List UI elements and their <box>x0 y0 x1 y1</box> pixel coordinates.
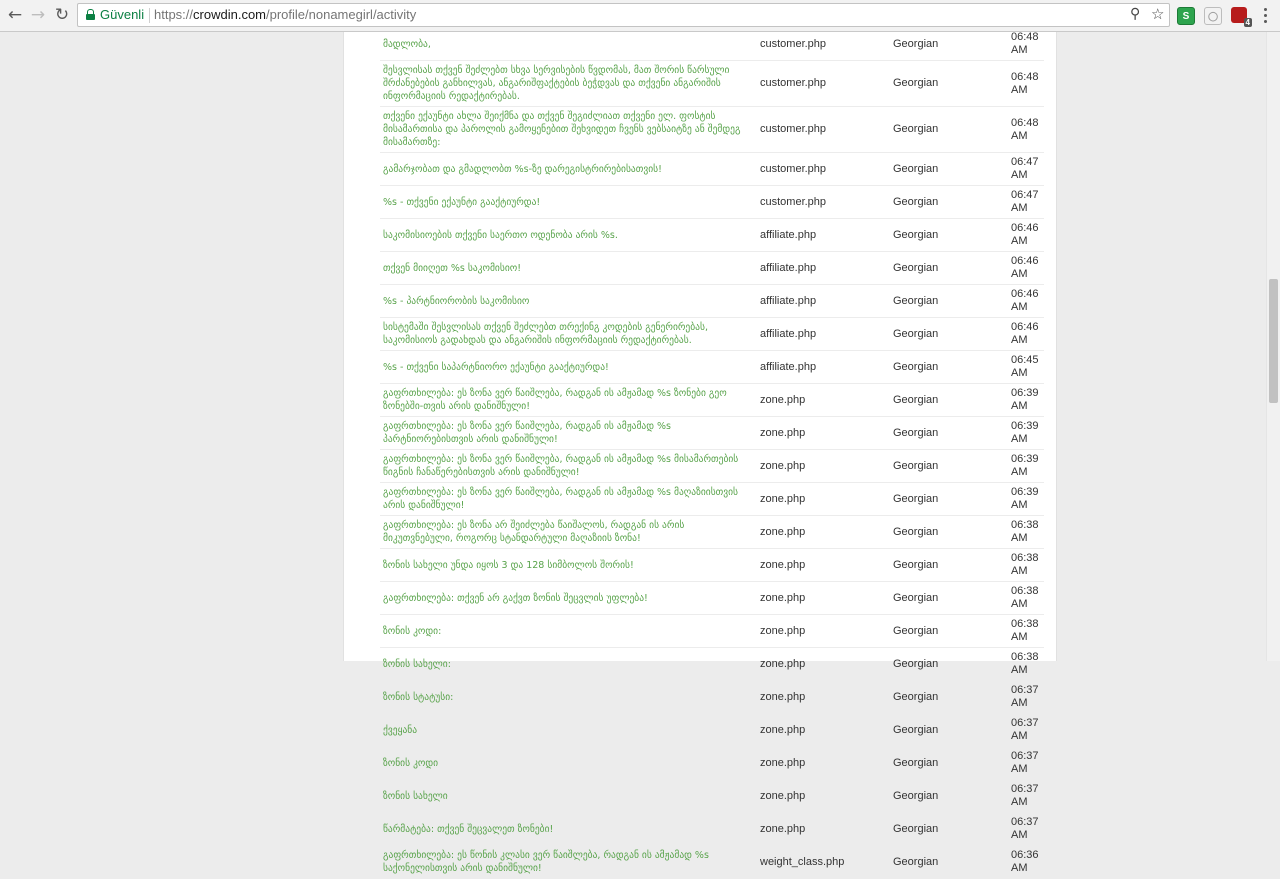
file-name: zone.php <box>760 516 893 549</box>
activity-row <box>380 846 1044 879</box>
activity-row <box>380 483 1044 516</box>
activity-text-link[interactable]: გაფრთხილება: ეს წონის კლასი ვერ წაიშლება, რადგან ის ამჟამად %s საქონელისთვის არის დანიშნული! <box>380 846 760 879</box>
language: Georgian <box>893 714 1011 747</box>
activity-text-link[interactable]: ქვეყანა <box>380 714 760 747</box>
language: Georgian <box>893 516 1011 549</box>
timestamp: 06:38 AM <box>1011 549 1044 582</box>
shield-extension-icon[interactable]: ◯ <box>1204 7 1222 25</box>
secure-label: Güvenli <box>100 7 145 22</box>
language: Georgian <box>893 219 1011 252</box>
activity-text-link[interactable]: სისტემაში შესვლისას თქვენ შეძლებთ თრექინგ კოდების გენერირებას, საკომისიოს გადახდას და ანგარიშის ინფორმაციის რედაქტირებას. <box>380 318 760 351</box>
url-host: crowdin.com <box>193 7 266 22</box>
activity-row <box>380 285 1044 318</box>
language: Georgian <box>893 417 1011 450</box>
language: Georgian <box>893 107 1011 153</box>
activity-text-link[interactable]: გაფრთხილება: თქვენ არ გაქვთ ზონის შეცვლის უფლება! <box>380 582 760 615</box>
language: Georgian <box>893 846 1011 879</box>
language: Georgian <box>893 351 1011 384</box>
activity-text-link[interactable]: გაფრთხილება: ეს ზონა არ შეიძლება წაიშალოს, რადგან ის არის მიკუთვნებული, როგორც სტანდარტული მაღაზიის ზონა! <box>380 516 760 549</box>
page-scrollbar[interactable] <box>1266 32 1280 661</box>
file-name: zone.php <box>760 450 893 483</box>
activity-row <box>380 186 1044 219</box>
file-name: weight_class.php <box>760 846 893 879</box>
language: Georgian <box>893 813 1011 846</box>
address-bar[interactable] <box>77 3 1170 27</box>
timestamp: 06:39 AM <box>1011 384 1044 417</box>
activity-text-link[interactable]: ზონის სახელი უნდა იყოს 3 და 128 სიმბოლოს შორის! <box>380 549 760 582</box>
activity-row <box>380 153 1044 186</box>
timestamp: 06:47 AM <box>1011 186 1044 219</box>
activity-text-link[interactable]: გაფრთხილება: ეს ზონა ვერ წაიშლება, რადგან ის ამჟამად %s ზონები გეო ზონებში-თვის არის დანიშნული! <box>380 384 760 417</box>
file-name: affiliate.php <box>760 252 893 285</box>
timestamp: 06:46 AM <box>1011 318 1044 351</box>
activity-card <box>343 31 1057 874</box>
file-name: customer.php <box>760 186 893 219</box>
zoom-icon[interactable]: ⚲ <box>1130 6 1141 22</box>
back-arrow-icon[interactable]: ← <box>7 4 23 25</box>
timestamp: 06:46 AM <box>1011 285 1044 318</box>
activity-text-link[interactable]: შესვლისას თქვენ შეძლებთ სხვა სერვისების წვდომას, მათ შორის წარსული შრძანებების განხილვას, ანგარიშფაქტების ბეჭდვას და თქვენი ანგარიშის ინფორმაციის რედაქტირებას. <box>380 61 760 107</box>
language: Georgian <box>893 384 1011 417</box>
file-name: zone.php <box>760 615 893 648</box>
language: Georgian <box>893 153 1011 186</box>
file-name: zone.php <box>760 549 893 582</box>
extension-s-icon[interactable]: S <box>1177 7 1195 25</box>
browser-menu-icon[interactable] <box>1258 6 1272 24</box>
language: Georgian <box>893 252 1011 285</box>
reload-icon[interactable]: ↻ <box>54 4 70 25</box>
activity-row <box>380 61 1044 107</box>
file-name: customer.php <box>760 107 893 153</box>
extension-badge: 4 <box>1245 18 1250 27</box>
activity-row <box>380 28 1044 61</box>
language: Georgian <box>893 615 1011 648</box>
timestamp: 06:38 AM <box>1011 615 1044 648</box>
timestamp: 06:36 AM <box>1011 846 1044 879</box>
bookmark-star-icon[interactable]: ☆ <box>1151 5 1165 23</box>
timestamp: 06:47 AM <box>1011 153 1044 186</box>
language: Georgian <box>893 780 1011 813</box>
language: Georgian <box>893 28 1011 61</box>
file-name: zone.php <box>760 384 893 417</box>
activity-text-link[interactable]: %s - თქვენი საპარტნიორო ექაუნტი გააქტიურდა! <box>380 351 760 384</box>
ublock-extension-icon[interactable] <box>1231 7 1250 27</box>
file-name: affiliate.php <box>760 219 893 252</box>
activity-text-link[interactable]: ზონის სახელი: <box>380 648 760 681</box>
file-name: zone.php <box>760 582 893 615</box>
activity-text-link[interactable]: ზონის სახელი <box>380 780 760 813</box>
activity-row <box>380 219 1044 252</box>
file-name: zone.php <box>760 813 893 846</box>
language: Georgian <box>893 549 1011 582</box>
file-name: zone.php <box>760 648 893 681</box>
timestamp: 06:46 AM <box>1011 252 1044 285</box>
file-name: zone.php <box>760 417 893 450</box>
activity-row <box>380 351 1044 384</box>
activity-text-link[interactable]: საკომისიოების თქვენი საერთო ოდენობა არის %s. <box>380 219 760 252</box>
activity-text-link[interactable]: ზონის კოდი: <box>380 615 760 648</box>
timestamp: 06:48 AM <box>1011 61 1044 107</box>
activity-text-link[interactable]: წარმატება: თქვენ შეცვალეთ ზონები! <box>380 813 760 846</box>
timestamp: 06:37 AM <box>1011 813 1044 846</box>
timestamp: 06:37 AM <box>1011 714 1044 747</box>
file-name: customer.php <box>760 153 893 186</box>
scrollbar-thumb[interactable] <box>1269 279 1278 403</box>
file-name: zone.php <box>760 714 893 747</box>
timestamp: 06:37 AM <box>1011 780 1044 813</box>
forward-arrow-icon[interactable]: → <box>30 4 46 25</box>
timestamp: 06:38 AM <box>1011 516 1044 549</box>
file-name: zone.php <box>760 483 893 516</box>
activity-text-link[interactable]: მადლობა, <box>380 28 760 61</box>
activity-row <box>380 582 1044 615</box>
timestamp: 06:46 AM <box>1011 219 1044 252</box>
activity-row <box>380 252 1044 285</box>
activity-row <box>380 747 1044 780</box>
activity-text-link[interactable]: თქვენი ექაუნტი ახლა შეიქმნა და თქვენ შეგიძლიათ თქვენი ელ. ფოსტის მისამართისა და პაროლის გამოყენებით შეხვიდეთ ჩვენს ვებსაიტზე ან შემდეგ მისამართზე: <box>380 107 760 153</box>
url-path: /profile/nonamegirl/activity <box>266 7 417 22</box>
activity-row <box>380 417 1044 450</box>
file-name: customer.php <box>760 28 893 61</box>
language: Georgian <box>893 483 1011 516</box>
language: Georgian <box>893 747 1011 780</box>
activity-row <box>380 615 1044 648</box>
url-text[interactable] <box>154 7 416 22</box>
activity-row <box>380 450 1044 483</box>
activity-text-link[interactable]: გამარჯობათ და გმადლობთ %s-ზე დარეგისტრირებისათვის! <box>380 153 760 186</box>
file-name: affiliate.php <box>760 351 893 384</box>
file-name: affiliate.php <box>760 318 893 351</box>
activity-row <box>380 681 1044 714</box>
activity-text-link[interactable]: ზონის კოდი <box>380 747 760 780</box>
activity-table <box>380 28 1044 879</box>
file-name: zone.php <box>760 747 893 780</box>
timestamp: 06:45 AM <box>1011 351 1044 384</box>
activity-row <box>380 813 1044 846</box>
language: Georgian <box>893 681 1011 714</box>
timestamp: 06:37 AM <box>1011 681 1044 714</box>
activity-row <box>380 648 1044 681</box>
url-scheme: https:// <box>154 7 194 22</box>
activity-row <box>380 384 1044 417</box>
language: Georgian <box>893 450 1011 483</box>
language: Georgian <box>893 582 1011 615</box>
activity-row <box>380 318 1044 351</box>
language: Georgian <box>893 61 1011 107</box>
language: Georgian <box>893 186 1011 219</box>
timestamp: 06:38 AM <box>1011 648 1044 681</box>
address-divider <box>149 8 150 23</box>
activity-row <box>380 549 1044 582</box>
timestamp: 06:48 AM <box>1011 28 1044 61</box>
timestamp: 06:37 AM <box>1011 747 1044 780</box>
language: Georgian <box>893 648 1011 681</box>
language: Georgian <box>893 285 1011 318</box>
activity-text-link[interactable]: ზონის სტატუსი: <box>380 681 760 714</box>
lock-icon <box>86 9 95 20</box>
activity-text-link[interactable]: თქვენ მიიღეთ %s საკომისიო! <box>380 252 760 285</box>
activity-text-link[interactable]: გაფრთხილება: ეს ზონა ვერ წაიშლება, რადგან ის ამჟამად %s მისამართების წიგნის ჩანაწერებისთვის არის დანიშნული! <box>380 450 760 483</box>
activity-row <box>380 714 1044 747</box>
activity-row <box>380 780 1044 813</box>
timestamp: 06:39 AM <box>1011 450 1044 483</box>
activity-row <box>380 107 1044 153</box>
timestamp: 06:39 AM <box>1011 417 1044 450</box>
activity-text-link[interactable]: გაფრთხილება: ეს ზონა ვერ წაიშლება, რადგან ის ამჟამად %s მაღაზიისთვის არის დანიშნული! <box>380 483 760 516</box>
page-viewport <box>0 31 1266 874</box>
activity-text-link[interactable]: %s - პარტნიორობის საკომისიო <box>380 285 760 318</box>
activity-row <box>380 516 1044 549</box>
timestamp: 06:39 AM <box>1011 483 1044 516</box>
file-name: customer.php <box>760 61 893 107</box>
file-name: zone.php <box>760 681 893 714</box>
file-name: affiliate.php <box>760 285 893 318</box>
language: Georgian <box>893 318 1011 351</box>
activity-text-link[interactable]: გაფრთხილება: ეს ზონა ვერ წაიშლება, რადგან ის ამჟამად %s პარტნიორებისთვის არის დანიშნული! <box>380 417 760 450</box>
activity-text-link[interactable]: %s - თქვენი ექაუნტი გააქტიურდა! <box>380 186 760 219</box>
file-name: zone.php <box>760 780 893 813</box>
timestamp: 06:48 AM <box>1011 107 1044 153</box>
timestamp: 06:38 AM <box>1011 582 1044 615</box>
